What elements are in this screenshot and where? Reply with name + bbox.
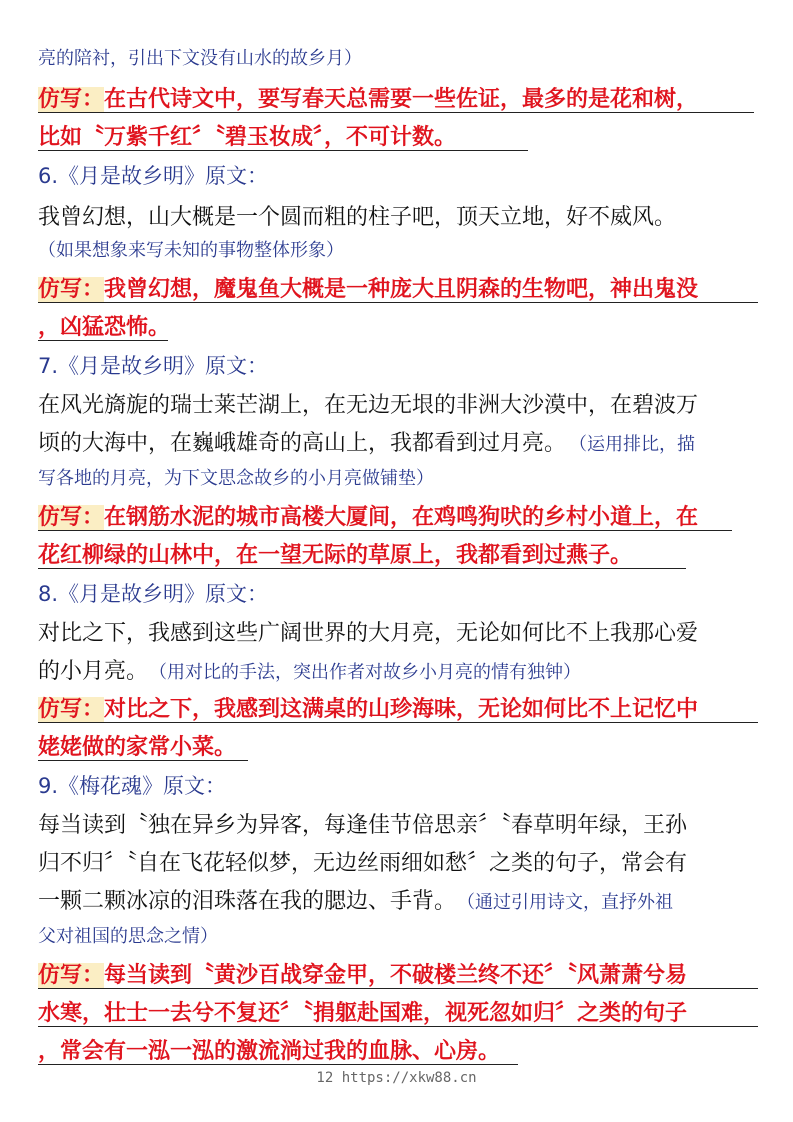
page-footer: 12 https://xkw88.cn [316,1070,477,1086]
imitate-text: 在钢筋水泥的城市高楼大厦间，在鸡鸣狗吠的乡村小道上，在 [104,505,699,530]
body-text: 顷的大海中，在巍峨雄奇的高山上，我都看到过月亮。 [38,431,567,456]
imitate-label: 仿写： [38,697,105,722]
sec6-imitate-line-2: ，凶猛恐怖。 [38,315,171,340]
underline [38,302,758,303]
sec7-imitate-line-2: 花红柳绿的山林中，在一望无际的草原上，我都看到过燕子。 [38,543,633,568]
imitate-label: 仿写： [38,277,105,302]
imitate-text: 在古代诗文中，要写春天总需要一些佐证，最多的是花和树， [104,87,699,112]
sec5-imitate-line-2: 比如〝万紫千红〞〝碧玉妆成〞，不可计数。 [38,125,457,150]
underline [38,988,758,989]
sec6-heading: 6.《月是故乡明》原文： [38,164,269,188]
sec7-note-2: 写各地的月亮，为下文思念故乡的小月亮做铺垫） [38,468,434,489]
imitate-label: 仿写： [38,505,105,530]
sec6-body-line-1: 我曾幻想，山大概是一个圆而粗的柱子吧，顶天立地，好不威风。 [38,205,677,230]
underline [38,112,754,113]
sec8-body-line-1: 对比之下，我感到这些广阔世界的大月亮，无论如何比不上我那心爱 [38,621,699,646]
imitate-text: 每当读到〝黄沙百战穿金甲，不破楼兰终不还〞〝风萧萧兮易 [104,963,688,988]
sec5-note: 亮的陪衬，引出下文没有山水的故乡月） [38,48,362,69]
sec8-imitate-line-1 [38,692,698,723]
underline [38,1064,518,1065]
sec9-body-line-2: 归不归〞〝自在飞花轻似梦，无边丝雨细如愁〞之类的句子，常会有 [38,851,688,876]
imitate-label: 仿写： [38,87,105,112]
imitate-label: 仿写： [38,963,105,988]
sec9-note-1: （通过引用诗文，直抒外祖 [466,892,674,913]
underline [38,722,758,723]
sec9-note-2: 父对祖国的思念之情） [38,926,218,947]
sec6-imitate-line-1 [38,272,698,303]
sec9-imitate-line-3: ，常会有一泓一泓的激流淌过我的血脉、心房。 [38,1039,501,1064]
underline [38,760,248,761]
sec9-body-line-3 [38,884,673,915]
sec8-heading: 8.《月是故乡明》原文： [38,582,269,606]
sec9-imitate-line-2: 水寒，壮士一去兮不复还〞〝捐躯赴国难，视死忽如归〞之类的句子 [38,1001,688,1026]
sec7-note-1: （运用排比，描 [578,434,696,455]
sec9-imitate-line-1 [38,958,687,989]
body-text: 的小月亮。 [38,659,149,684]
underline [38,530,732,531]
underline [38,340,168,341]
imitate-text: 我曾幻想，魔鬼鱼大概是一种庞大且阴森的生物吧，神出鬼没 [104,277,699,302]
underline [38,568,686,569]
sec9-heading: 9.《梅花魂》原文： [38,774,227,798]
sec5-imitate-line-1 [38,82,698,113]
underline [38,1026,758,1027]
underline [38,150,528,151]
sec8-imitate-line-2: 姥姥做的家常小菜。 [38,735,237,760]
sec6-note: （如果想象来写未知的事物整体形象） [38,240,344,261]
sec8-note: （用对比的手法，突出作者对故乡小月亮的情有独钟） [158,662,582,683]
body-text: 一颗二颗冰凉的泪珠落在我的腮边、手背。 [38,889,457,914]
sec8-body-line-2 [38,654,581,685]
sec7-body-line-2 [38,426,695,457]
sec9-body-line-1: 每当读到〝独在异乡为异客，每逢佳节倍思亲〞〝春草明年绿，王孙 [38,813,688,838]
imitate-text: 对比之下，我感到这满桌的山珍海味，无论如何比不上记忆中 [104,697,699,722]
sec7-heading: 7.《月是故乡明》原文： [38,354,269,378]
sec7-imitate-line-1 [38,500,698,531]
sec7-body-line-1: 在风光旖旎的瑞士莱芒湖上，在无边无垠的非洲大沙漠中，在碧波万 [38,393,699,418]
